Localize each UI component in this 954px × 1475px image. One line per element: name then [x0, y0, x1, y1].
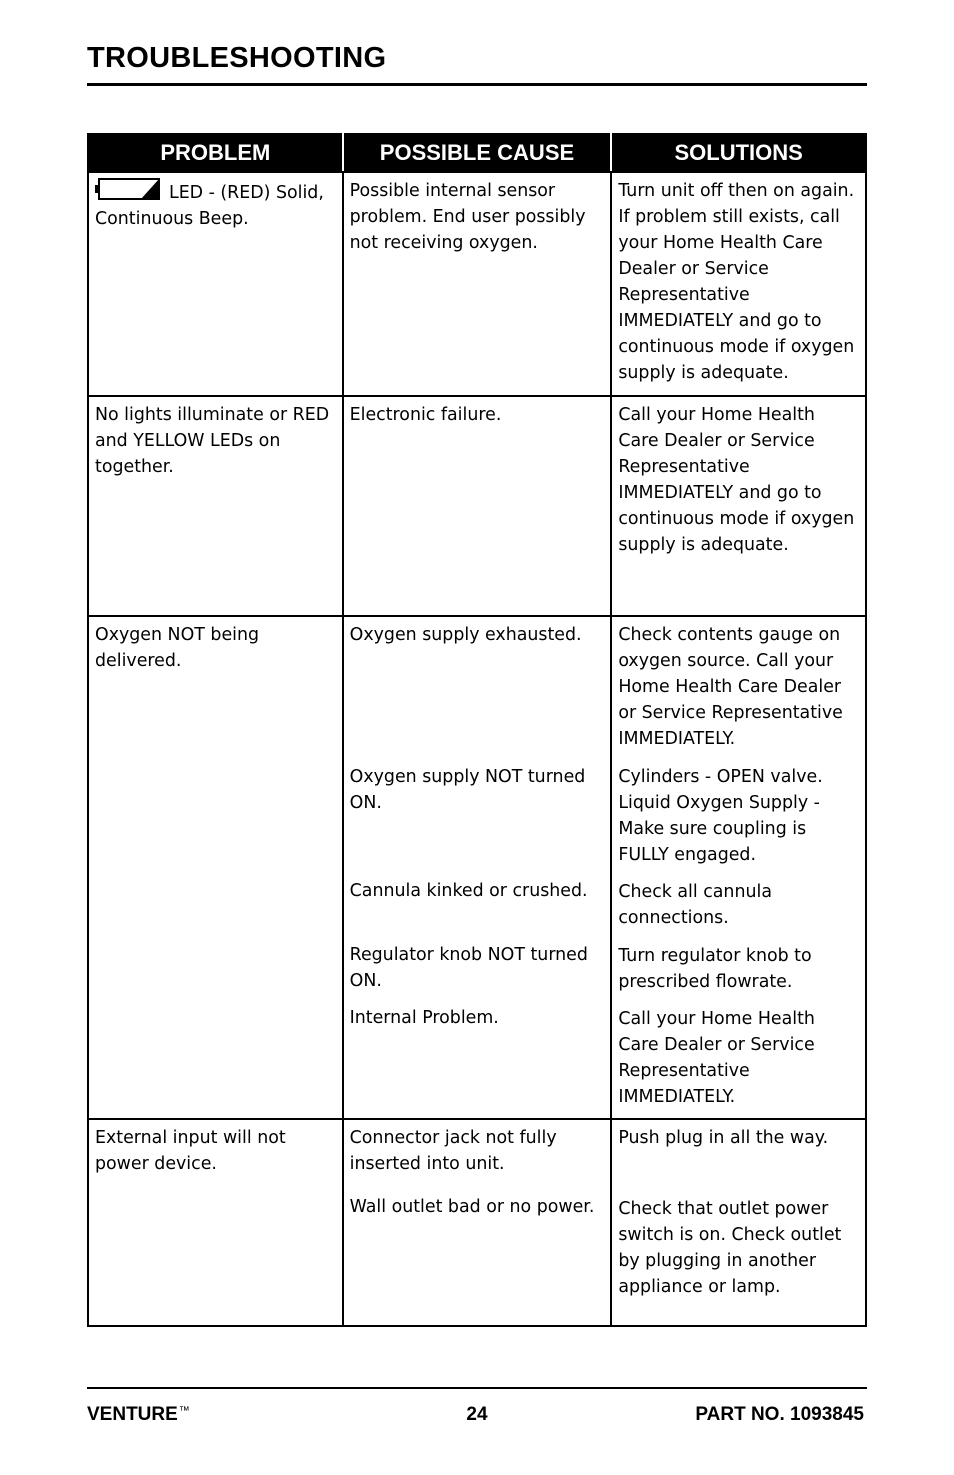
cause-entry: Cannula kinked or crushed.	[349, 881, 588, 901]
solution-cell	[611, 1119, 866, 1326]
title-divider	[87, 83, 867, 86]
column-header-problem: PROBLEM	[88, 134, 343, 172]
problem-text: LED - (RED) Solid, Continuous Beep.	[95, 183, 324, 229]
table-row	[88, 396, 866, 616]
cause-entry: Oxygen supply exhausted.	[349, 625, 582, 645]
table-row	[88, 616, 866, 1119]
problem-cell	[88, 172, 343, 396]
problem-cell: No lights illuminate or RED and YELLOW LEDs on together.	[88, 396, 343, 616]
solution-entry: Check contents gauge on oxygen source. Call your Home Health Care Dealer or Service Representative IMMEDIATELY.	[618, 625, 843, 749]
solution-cell: Call your Home Health Care Dealer or Service Representative IMMEDIATELY and go to continuous mode if oxygen supply is adequate.	[611, 396, 866, 616]
trademark-symbol: ™	[178, 1405, 190, 1417]
footer-divider	[87, 1387, 867, 1389]
solution-cell	[611, 616, 866, 1119]
solution-entry: Call your Home Health Care Dealer or Service Representative IMMEDIATELY.	[618, 1009, 815, 1107]
cause-entry: Regulator knob NOT turned ON.	[349, 945, 588, 991]
cause-entry: Oxygen supply NOT turned ON.	[349, 767, 586, 813]
cause-entry: Connector jack not fully inserted into unit.	[349, 1128, 557, 1174]
cause-entry: Internal Problem.	[349, 1008, 499, 1028]
page-title: TROUBLESHOOTING	[87, 42, 387, 74]
part-number: PART NO. 1093845	[695, 1404, 864, 1425]
brand-name: VENTURE	[87, 1404, 178, 1425]
problem-cell: Oxygen NOT being delivered.	[88, 616, 343, 1119]
cause-entry: Wall outlet bad or no power.	[349, 1197, 595, 1217]
solution-entry: Turn regulator knob to prescribed flowrate.	[618, 946, 812, 992]
solution-entry: Check all cannula connections.	[618, 882, 772, 928]
table-header-row	[88, 134, 866, 172]
cause-cell: Possible internal sensor problem. End user possibly not receiving oxygen.	[343, 172, 612, 396]
page-number: 24	[466, 1404, 488, 1425]
problem-cell: External input will not power device.	[88, 1119, 343, 1326]
solution-cell: Turn unit off then on again. If problem still exists, call your Home Health Care Dealer or Service Representative IMMEDIATELY and go to continuous mode if oxygen supply is adequate.	[611, 172, 866, 396]
troubleshooting-table	[87, 133, 867, 1327]
solution-entry: Push plug in all the way.	[618, 1128, 829, 1148]
column-header-solutions: SOLUTIONS	[611, 134, 866, 172]
solution-entry: Check that outlet power switch is on. Check outlet by plugging in another appliance or lamp.	[618, 1199, 842, 1297]
solution-entry: Cylinders - OPEN valve. Liquid Oxygen Supply - Make sure coupling is FULLY engaged.	[618, 767, 823, 865]
table-row	[88, 1119, 866, 1326]
cause-cell	[343, 1119, 612, 1326]
battery-empty-icon	[95, 178, 161, 200]
cause-cell: Electronic failure.	[343, 396, 612, 616]
column-header-possible-cause: POSSIBLE CAUSE	[343, 134, 612, 172]
table-row	[88, 172, 866, 396]
cause-cell	[343, 616, 612, 1119]
